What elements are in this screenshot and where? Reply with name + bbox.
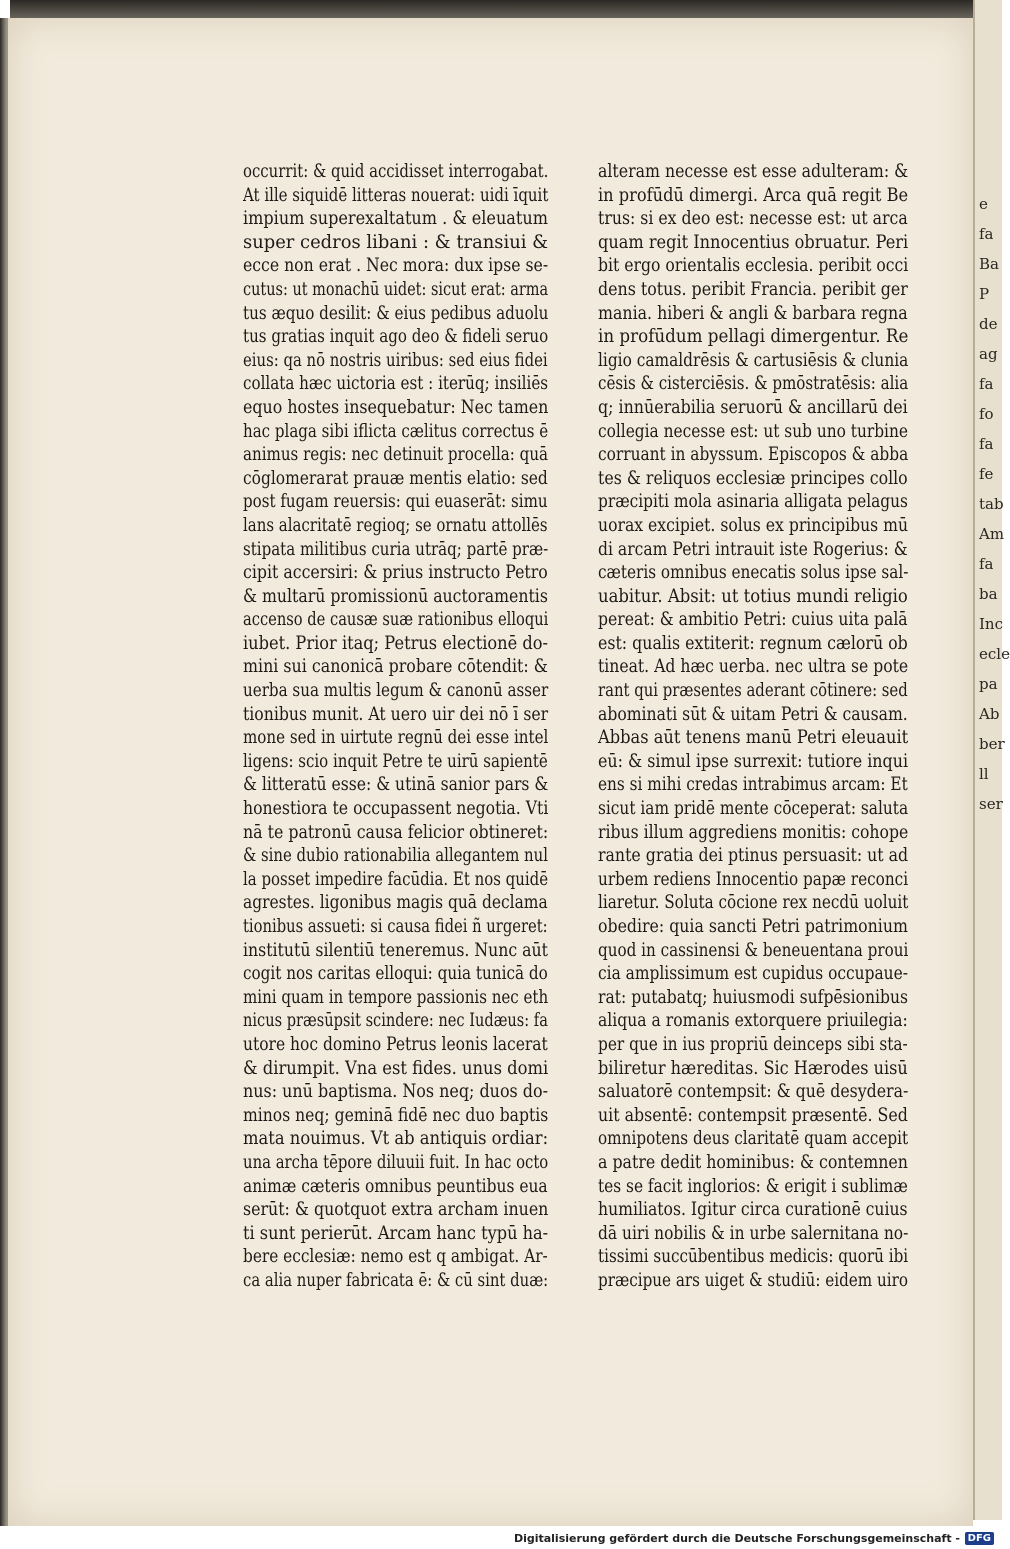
dfg-logo: DFG [965, 1532, 994, 1545]
facing-page-fragment: fo [979, 405, 994, 423]
text-line: obedire: quia sancti Petri patrimonium [598, 916, 908, 937]
text-line: & sine dubio rationabilia allegantem nul [243, 845, 548, 867]
text-line: collata hæc uictoria est : iterūq; insiliēs [243, 373, 549, 395]
text-line: q; innūerabilia seruorū & ancillarū dei [598, 396, 908, 418]
text-line: biliretur hæreditas. Sic Hærodes uisū [598, 1057, 908, 1079]
text-line: dā uiri nobilis & in urbe salernitana no- [598, 1222, 909, 1244]
text-line: rante gratia dei ptinus persuasit: ut ad [598, 845, 909, 867]
text-line: alteram necesse est esse adulteram: & [598, 161, 909, 182]
text-line: uabitur. Absit: ut totius mundi religio [598, 585, 908, 607]
text-line: ecce non erat . Nec mora: dux ipse se- [243, 255, 549, 277]
facing-page-fragment: Ba [979, 255, 999, 273]
text-line: dens totus. peribit Francia. peribit ger [598, 278, 908, 300]
text-line: omnipotens deus claritatē quam accepit [598, 1128, 909, 1150]
text-line: a patre dedit hominibus: & contemnen [598, 1151, 908, 1173]
facing-page-strip [973, 0, 1010, 1520]
left-text-column [243, 160, 548, 1293]
facing-page-fragment: Am [979, 525, 1005, 543]
digitization-footer [0, 1530, 1000, 1549]
facing-page-fragment: ba [979, 585, 998, 603]
text-line: institutū silentiū teneremus. Nunc aūt [243, 939, 548, 961]
facing-page-fragment: ecle [979, 645, 1010, 663]
facing-page-fragment: fa [979, 225, 994, 243]
text-line: in profūdum pellagi dimergentur. Re [598, 326, 909, 348]
text-line: la posset impedire facūdia. Et nos quidē [243, 868, 549, 890]
text-line: urbem rediens Innocentio papæ reconci [598, 868, 909, 890]
facing-page-fragment: Inc [979, 615, 1003, 633]
text-line: super cedros libani : & transiui & [243, 231, 549, 253]
facing-page-fragment: fe [979, 465, 994, 483]
facing-page-fragment: pa [979, 675, 998, 693]
text-line: eū: & simul ipse surrexit: tutiore inqui [598, 750, 909, 772]
text-line: nā te patronū causa felicior obtineret: [243, 821, 549, 843]
text-line: minos neq; geminā fidē nec duo baptis [243, 1104, 549, 1126]
text-line: utore hoc domino Petrus leonis lacerat [243, 1033, 548, 1055]
text-line: tes se facit inglorios: & erigit i sublimæ [598, 1175, 908, 1197]
text-line: collegia necesse est: ut sub uno turbine [598, 420, 908, 442]
text-line: trus: si ex deo est: necesse est: ut arca [598, 208, 908, 230]
text-line: ca alia nuper fabricata ē: & cū sint duæ: [243, 1269, 549, 1291]
facing-page-fragment: fa [979, 435, 994, 453]
facing-page-fragment: de [979, 315, 998, 333]
text-line: rant qui præsentes aderant cōtinere: sed [598, 680, 908, 702]
text-line: quod in cassinensi & beneuentana proui [598, 939, 909, 961]
text-line: cipit accersiri: & prius instructo Petro [243, 562, 548, 584]
text-line: Abbas aūt tenens manū Petri eleuauit [598, 727, 909, 749]
text-line: in profūdū dimergi. Arca quā regit Be [598, 184, 909, 206]
footer-credit-text: Digitalisierung gefördert durch die Deutsche Forschungsgemeinschaft - [513, 1532, 960, 1545]
text-line: tissimi succūbentibus medicis: quorū ibi [598, 1246, 909, 1268]
text-line: saluatorē contempsit: & quē desydera- [598, 1081, 909, 1103]
text-line: hac plaga sibi iflicta cælitus correctus ē [243, 420, 549, 442]
text-line: cēsis & cisterciēsis. & pmōstratēsis: alia [598, 373, 909, 395]
text-line: liaretur. Soluta cōcione rex necdū uoluit [598, 892, 909, 914]
text-line: tus gratias inquit ago deo & fideli seruo [243, 326, 549, 348]
text-line: di arcam Petri intrauit iste Rogerius: & [598, 538, 908, 560]
text-line: præcipue ars uiget & studiū: eidem uiro [598, 1269, 908, 1291]
text-line: sicut iam pridē mente cōceperat: saluta [598, 798, 909, 820]
text-line: quam regit Innocentius obruatur. Peri [598, 231, 909, 253]
text-line: animæ cæteris omnibus peuntibus eua [243, 1175, 548, 1197]
text-line: uorax excipiet. solus ex principibus mū [598, 514, 909, 536]
text-line: aliqua a romanis extorquere priuilegia: [598, 1010, 908, 1032]
text-line: est: qualis extiterit: regnum cælorū ob [598, 632, 908, 654]
text-line: bere ecclesiæ: nemo est q ambigat. Ar- [243, 1246, 548, 1268]
text-line: tes & reliquos ecclesiæ principes collo [598, 467, 908, 489]
text-line: humiliatos. Igitur circa curationē cuius [598, 1199, 908, 1221]
facing-page-fragment: fa [979, 375, 994, 393]
text-line: tus æquo desilit: & eius pedibus aduolu [243, 302, 549, 324]
text-line: honestiora te occupassent negotia. Vti [243, 798, 549, 820]
text-line: mata nouimus. Vt ab antiquis ordiar: [243, 1128, 549, 1150]
facing-page-fragment: fa [979, 555, 994, 573]
text-line: mini sui canonicā probare cōtendit: & [243, 656, 548, 678]
facing-page-fragment: e [979, 195, 988, 213]
text-line: & litteratū esse: & utinā sanior pars & [243, 774, 549, 796]
right-text-column [598, 160, 908, 1293]
book-top-edge [10, 0, 990, 20]
text-line: tineat. Ad hæc uerba. nec ultra se pote [598, 656, 909, 678]
text-line: stipata militibus curia utrāq; partē præ- [243, 538, 549, 560]
text-line: mone sed in uirtute regnū dei esse intel [243, 727, 549, 749]
text-line: occurrit: & quid accidisset interrogabat. [243, 161, 549, 182]
text-line: cutus: ut monachū uidet: sicut erat: arma [243, 278, 549, 300]
text-line: agrestes. ligonibus magis quā declama [243, 892, 548, 914]
text-line: mania. hiberi & angli & barbara regna [598, 302, 908, 324]
text-line: corruant in abyssum. Episcopos & abba [598, 444, 909, 466]
facing-page-fragment: Ab [979, 705, 1000, 723]
text-line: cōglomerarat prauæ mentis elatio: sed [243, 467, 548, 489]
text-line: uit absentē: contempsit præsentē. Sed [598, 1104, 908, 1126]
text-line: At ille siquidē litteras nouerat: uidi īquit [243, 184, 549, 206]
text-line: tionibus munit. At uero uir dei nō ī ser [243, 703, 549, 725]
text-line: mini quam in tempore passionis nec eth [243, 986, 549, 1008]
text-line: cæteris omnibus enecatis solus ipse sal- [598, 562, 909, 584]
text-line: equo hostes insequebatur: Nec tamen [243, 396, 549, 418]
text-line: post fugam reuersis: qui euaserāt: simu [243, 491, 548, 513]
text-line: ti sunt perierūt. Arcam hanc typū ha- [243, 1222, 549, 1244]
text-line: rat: putabatq; huiusmodi sufpēsionibus [598, 986, 909, 1008]
text-line: per que in ius propriū deinceps sibi sta- [598, 1033, 908, 1055]
text-line: ligens: scio inquit Petre te uirū sapientē [243, 750, 548, 772]
text-line: ens si mihi credas intrabimus arcam: Et [598, 774, 908, 796]
text-line: tionibus assueti: si causa fidei ñ urgeret: [243, 916, 548, 937]
text-line: animus regis: nec detinuit procella: quā [243, 444, 549, 466]
text-line: cia amplissimum est cupidus occupaue- [598, 963, 908, 985]
facing-page-fragment: ll [979, 765, 989, 783]
text-line: lans alacritatē regioq; se ornatu attollēs [243, 514, 548, 536]
text-line: & multarū promissionū auctoramentis [243, 585, 548, 607]
facing-page-fragment: ag [979, 345, 998, 363]
facing-page-fragment: P [979, 285, 990, 303]
text-line: abominati sūt & uitam Petri & causam. [598, 703, 908, 725]
text-line: bit ergo orientalis ecclesia. peribit occi [598, 255, 909, 277]
text-line: ligio camaldrēsis & cartusiēsis & clunia [598, 349, 909, 371]
text-line: cogit nos caritas elloqui: quia tunicā do [243, 963, 548, 985]
text-line: uerba sua multis legum & canonū asser [243, 680, 549, 702]
text-line: serūt: & quotquot extra archam inuen [243, 1199, 549, 1221]
text-line: ribus illum aggrediens monitis: cohope [598, 821, 909, 843]
text-line: una archa tēpore diluuii fuit. In hac octo [243, 1151, 549, 1173]
text-line: eius: qa nō nostris uiribus: sed eius fidei [243, 349, 548, 371]
text-line: præcipiti mola asinaria alligata pelagus [598, 491, 908, 513]
text-line: nicus præsūpsit scindere: nec Iudæus: fa [243, 1010, 548, 1032]
facing-page-fragment: tab [979, 495, 1004, 513]
text-line: iubet. Prior itaq; Petrus electionē do- [243, 632, 548, 654]
text-line: & dirumpit. Vna est fides. unus domi [243, 1057, 549, 1079]
text-line: accenso de causæ suæ rationibus elloqui [243, 609, 549, 631]
facing-page-fragment: ber [979, 735, 1005, 753]
text-line: nus: unū baptisma. Nos neq; duos do- [243, 1081, 548, 1103]
text-line: pereat: & ambitio Petri: cuius uita palā [598, 609, 908, 631]
facing-page-fragment: ser [979, 795, 1003, 813]
text-line: impium superexaltatum . & eleuatum [243, 208, 548, 230]
